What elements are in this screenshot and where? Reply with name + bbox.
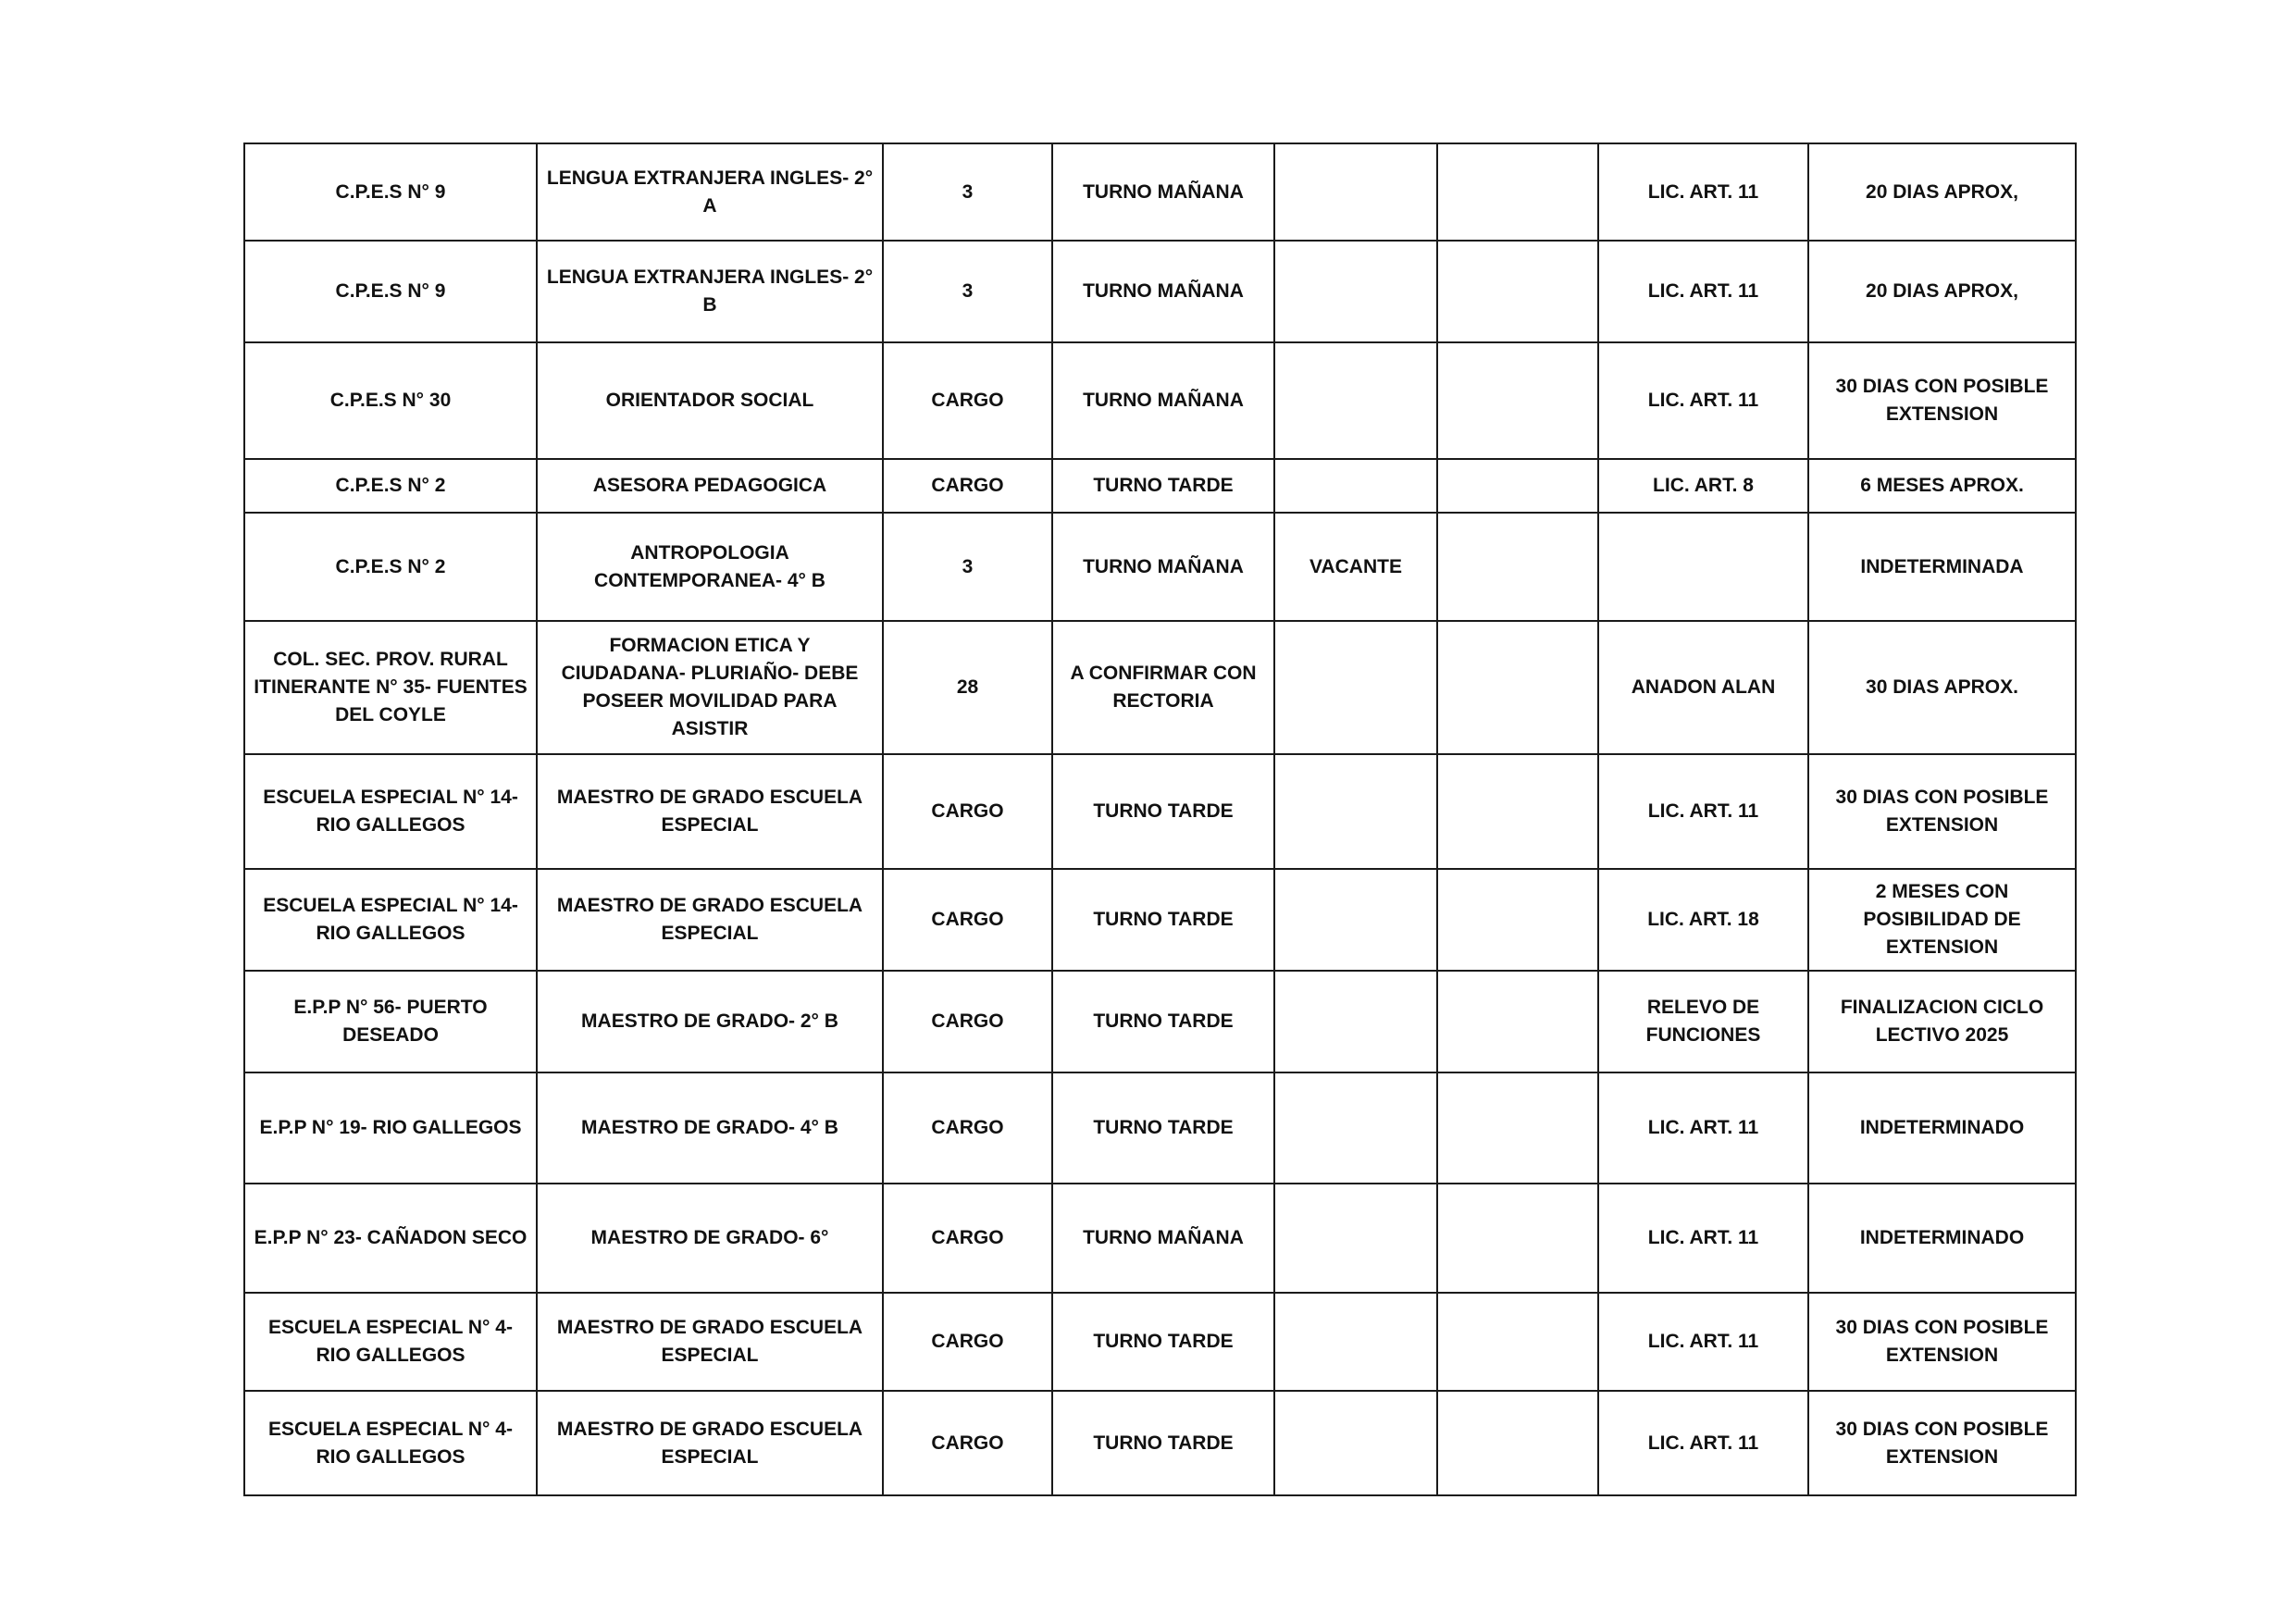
- table-row: [244, 869, 2076, 971]
- cell-shift: TURNO TARDE: [1052, 754, 1274, 869]
- cell-status: [1274, 621, 1437, 754]
- cell-hours: CARGO: [883, 459, 1052, 513]
- cell-shift: TURNO MAÑANA: [1052, 513, 1274, 621]
- cell-status: [1274, 143, 1437, 241]
- cell-subject: MAESTRO DE GRADO- 6°: [537, 1184, 883, 1293]
- cell-extra: [1437, 1072, 1598, 1184]
- cell-hours: 3: [883, 241, 1052, 342]
- cell-extra: [1437, 241, 1598, 342]
- cell-reason: LIC. ART. 11: [1598, 1072, 1808, 1184]
- cell-reason: LIC. ART. 11: [1598, 143, 1808, 241]
- table-row: [244, 1391, 2076, 1495]
- cell-subject: ORIENTADOR SOCIAL: [537, 342, 883, 459]
- cell-reason: RELEVO DE FUNCIONES: [1598, 971, 1808, 1072]
- cell-status: [1274, 869, 1437, 971]
- cell-reason: LIC. ART. 11: [1598, 754, 1808, 869]
- cell-extra: [1437, 621, 1598, 754]
- cell-duration: 30 DIAS CON POSIBLE EXTENSION: [1808, 342, 2076, 459]
- cell-shift: TURNO TARDE: [1052, 1293, 1274, 1391]
- cell-hours: CARGO: [883, 1391, 1052, 1495]
- cell-status: [1274, 754, 1437, 869]
- cell-status: [1274, 1391, 1437, 1495]
- cell-status: [1274, 241, 1437, 342]
- cell-subject: ANTROPOLOGIA CONTEMPORANEA- 4° B: [537, 513, 883, 621]
- cell-shift: TURNO TARDE: [1052, 869, 1274, 971]
- cell-school: C.P.E.S N° 2: [244, 513, 537, 621]
- cell-shift: TURNO MAÑANA: [1052, 241, 1274, 342]
- table-row: [244, 143, 2076, 241]
- table-row: [244, 754, 2076, 869]
- cell-duration: 2 MESES CON POSIBILIDAD DE EXTENSION: [1808, 869, 2076, 971]
- cell-school: C.P.E.S N° 9: [244, 143, 537, 241]
- cell-reason: LIC. ART. 11: [1598, 1293, 1808, 1391]
- cell-subject: MAESTRO DE GRADO- 2° B: [537, 971, 883, 1072]
- cell-subject: FORMACION ETICA Y CIUDADANA- PLURIAÑO- DEBE POSEER MOVILIDAD PARA ASISTIR: [537, 621, 883, 754]
- cell-extra: [1437, 1184, 1598, 1293]
- cell-school: ESCUELA ESPECIAL N° 4- RIO GALLEGOS: [244, 1293, 537, 1391]
- cell-reason: LIC. ART. 18: [1598, 869, 1808, 971]
- cell-school: E.P.P N° 19- RIO GALLEGOS: [244, 1072, 537, 1184]
- cell-extra: [1437, 1391, 1598, 1495]
- cell-status: VACANTE: [1274, 513, 1437, 621]
- cell-school: C.P.E.S N° 30: [244, 342, 537, 459]
- cell-hours: 28: [883, 621, 1052, 754]
- table-row: [244, 621, 2076, 754]
- cell-reason: ANADON ALAN: [1598, 621, 1808, 754]
- cell-school: ESCUELA ESPECIAL N° 4- RIO GALLEGOS: [244, 1391, 537, 1495]
- cell-hours: CARGO: [883, 1072, 1052, 1184]
- cell-duration: INDETERMINADO: [1808, 1072, 2076, 1184]
- cell-extra: [1437, 342, 1598, 459]
- cell-duration: 6 MESES APROX.: [1808, 459, 2076, 513]
- cell-hours: CARGO: [883, 1184, 1052, 1293]
- table-body: [244, 143, 2076, 1495]
- cell-subject: MAESTRO DE GRADO ESCUELA ESPECIAL: [537, 869, 883, 971]
- cell-extra: [1437, 1293, 1598, 1391]
- cell-school: COL. SEC. PROV. RURAL ITINERANTE N° 35- FUENTES DEL COYLE: [244, 621, 537, 754]
- cell-duration: INDETERMINADO: [1808, 1184, 2076, 1293]
- cell-shift: TURNO MAÑANA: [1052, 342, 1274, 459]
- cell-extra: [1437, 754, 1598, 869]
- cell-status: [1274, 342, 1437, 459]
- cell-duration: FINALIZACION CICLO LECTIVO 2025: [1808, 971, 2076, 1072]
- cell-reason: LIC. ART. 11: [1598, 1391, 1808, 1495]
- cell-status: [1274, 1184, 1437, 1293]
- cell-hours: CARGO: [883, 971, 1052, 1072]
- cell-shift: TURNO MAÑANA: [1052, 143, 1274, 241]
- cell-reason: LIC. ART. 11: [1598, 342, 1808, 459]
- cell-hours: 3: [883, 513, 1052, 621]
- cell-shift: TURNO TARDE: [1052, 971, 1274, 1072]
- table-row: [244, 1072, 2076, 1184]
- cell-shift: TURNO TARDE: [1052, 459, 1274, 513]
- table-row: [244, 241, 2076, 342]
- cell-hours: CARGO: [883, 754, 1052, 869]
- cell-shift: A CONFIRMAR CON RECTORIA: [1052, 621, 1274, 754]
- table-row: [244, 342, 2076, 459]
- cell-status: [1274, 1072, 1437, 1184]
- cell-reason: LIC. ART. 11: [1598, 241, 1808, 342]
- cell-extra: [1437, 143, 1598, 241]
- cell-shift: TURNO TARDE: [1052, 1072, 1274, 1184]
- table-row: [244, 971, 2076, 1072]
- cell-extra: [1437, 971, 1598, 1072]
- vacancy-table: [243, 143, 2077, 1496]
- cell-subject: MAESTRO DE GRADO ESCUELA ESPECIAL: [537, 754, 883, 869]
- cell-school: E.P.P N° 23- CAÑADON SECO: [244, 1184, 537, 1293]
- cell-shift: TURNO MAÑANA: [1052, 1184, 1274, 1293]
- cell-duration: 20 DIAS APROX,: [1808, 143, 2076, 241]
- cell-hours: CARGO: [883, 1293, 1052, 1391]
- cell-duration: 30 DIAS CON POSIBLE EXTENSION: [1808, 1293, 2076, 1391]
- cell-duration: 30 DIAS CON POSIBLE EXTENSION: [1808, 754, 2076, 869]
- cell-status: [1274, 459, 1437, 513]
- cell-hours: 3: [883, 143, 1052, 241]
- cell-subject: MAESTRO DE GRADO- 4° B: [537, 1072, 883, 1184]
- cell-school: E.P.P N° 56- PUERTO DESEADO: [244, 971, 537, 1072]
- cell-hours: CARGO: [883, 342, 1052, 459]
- cell-reason: [1598, 513, 1808, 621]
- cell-reason: LIC. ART. 11: [1598, 1184, 1808, 1293]
- cell-shift: TURNO TARDE: [1052, 1391, 1274, 1495]
- cell-school: C.P.E.S N° 2: [244, 459, 537, 513]
- cell-extra: [1437, 869, 1598, 971]
- cell-duration: INDETERMINADA: [1808, 513, 2076, 621]
- cell-reason: LIC. ART. 8: [1598, 459, 1808, 513]
- cell-hours: CARGO: [883, 869, 1052, 971]
- cell-school: ESCUELA ESPECIAL N° 14- RIO GALLEGOS: [244, 754, 537, 869]
- cell-duration: 30 DIAS APROX.: [1808, 621, 2076, 754]
- cell-status: [1274, 1293, 1437, 1391]
- cell-status: [1274, 971, 1437, 1072]
- cell-school: ESCUELA ESPECIAL N° 14- RIO GALLEGOS: [244, 869, 537, 971]
- table-row: [244, 1293, 2076, 1391]
- cell-subject: MAESTRO DE GRADO ESCUELA ESPECIAL: [537, 1391, 883, 1495]
- cell-extra: [1437, 513, 1598, 621]
- cell-duration: 20 DIAS APROX,: [1808, 241, 2076, 342]
- cell-subject: MAESTRO DE GRADO ESCUELA ESPECIAL: [537, 1293, 883, 1391]
- table-row: [244, 459, 2076, 513]
- cell-extra: [1437, 459, 1598, 513]
- cell-school: C.P.E.S N° 9: [244, 241, 537, 342]
- cell-subject: LENGUA EXTRANJERA INGLES- 2° B: [537, 241, 883, 342]
- cell-duration: 30 DIAS CON POSIBLE EXTENSION: [1808, 1391, 2076, 1495]
- cell-subject: LENGUA EXTRANJERA INGLES- 2° A: [537, 143, 883, 241]
- table-row: [244, 513, 2076, 621]
- cell-subject: ASESORA PEDAGOGICA: [537, 459, 883, 513]
- table-row: [244, 1184, 2076, 1293]
